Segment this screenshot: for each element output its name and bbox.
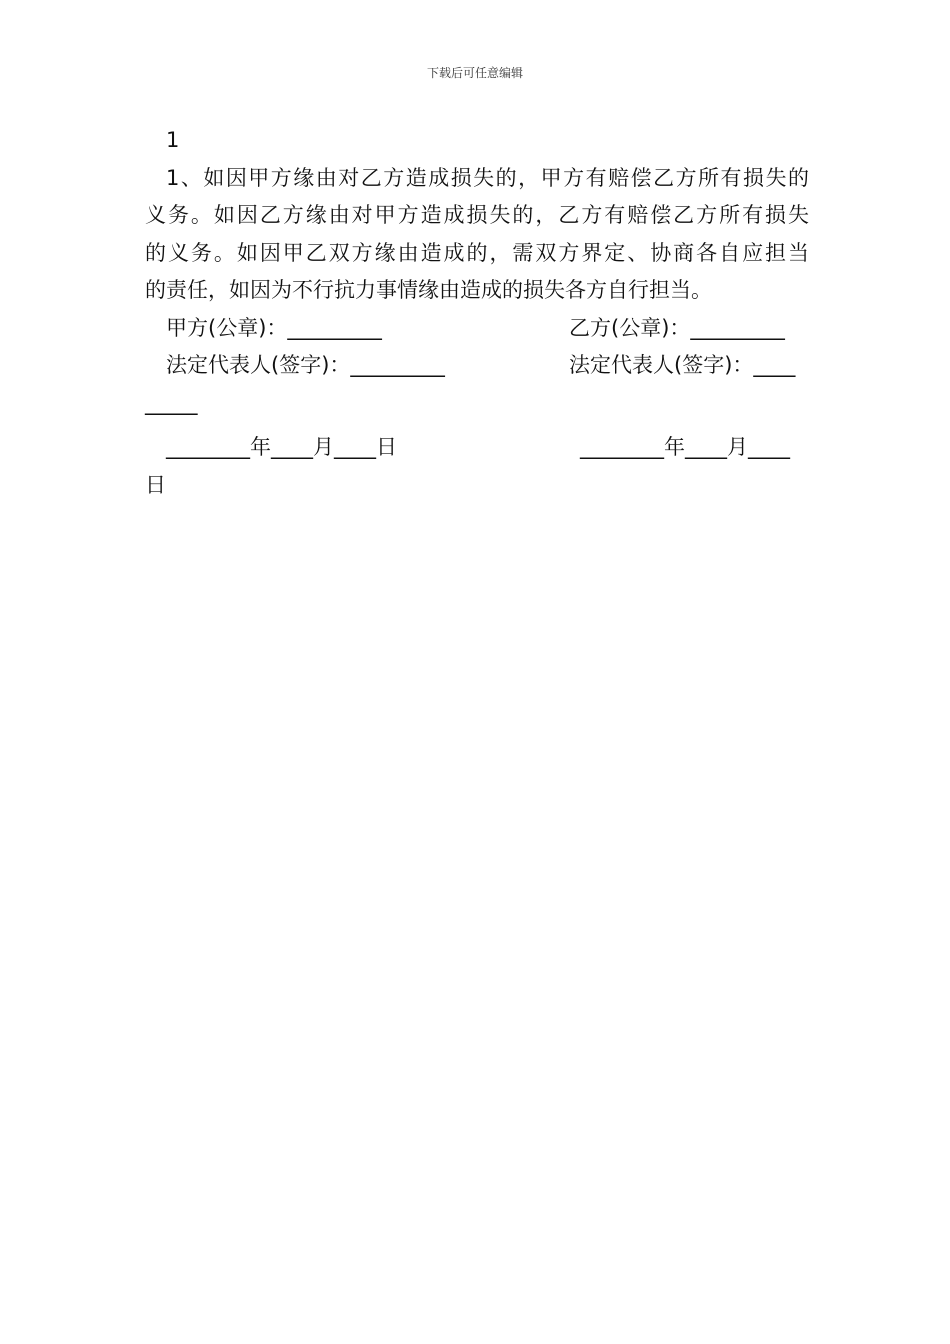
section-number: 1 xyxy=(166,128,180,152)
party-b-seal-field: 乙方(公章)：_________ xyxy=(569,315,785,340)
party-a-seal-field: 甲方(公章)：_________ xyxy=(166,315,382,340)
party-a-representative-field: 法定代表人(签字)：_________ xyxy=(166,353,445,377)
date-row xyxy=(145,429,809,467)
spacer xyxy=(145,422,809,429)
party-b-date-wrap: 日 xyxy=(145,472,166,497)
representative-row xyxy=(145,347,809,385)
party-b-representative-field: 法定代表人(签字)：____ xyxy=(569,353,796,377)
document-body xyxy=(145,122,809,504)
paragraph-line-4: 的责任，如因为不行抗力事情缘由造成的损失各方自行担当。 xyxy=(145,278,712,302)
seal-row xyxy=(145,310,809,348)
paragraph-line-2: 义务。如因乙方缘由对甲方造成损失的，乙方有赔偿乙方所有损失 xyxy=(145,203,809,227)
party-b-date-field: ________年____月____ xyxy=(580,435,790,459)
paragraph-line-1: 1、如因甲方缘由对乙方造成损失的，甲方有赔偿乙方所有损失的 xyxy=(166,165,809,190)
party-a-date-field: ________年____月____日 xyxy=(166,435,397,459)
page-header-note: 下载后可任意编辑 xyxy=(426,66,523,80)
party-b-representative-wrap: _____ xyxy=(145,390,198,415)
paragraph-line-3: 的义务。如因甲乙双方缘由造成的，需双方界定、协商各自应担当 xyxy=(145,240,809,265)
